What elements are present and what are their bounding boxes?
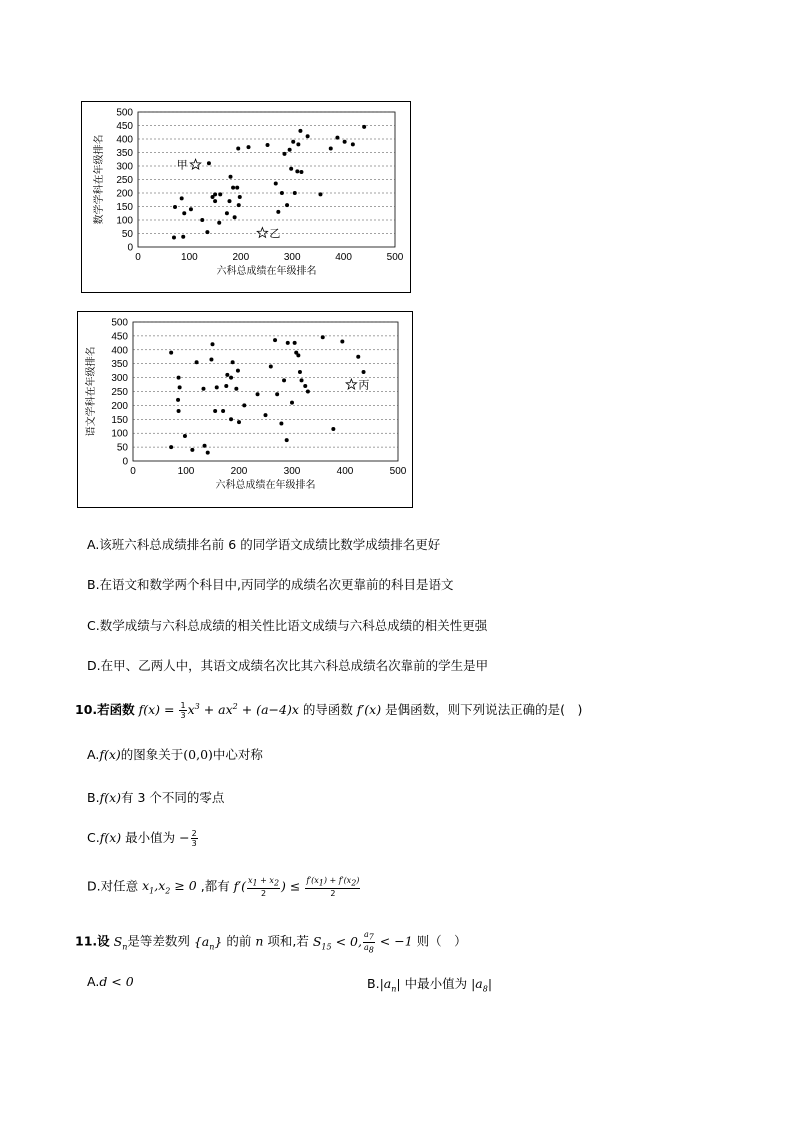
q11-stem bbox=[75, 930, 467, 954]
data-point bbox=[237, 203, 241, 207]
data-point bbox=[195, 360, 199, 364]
x-tick-label: 400 bbox=[336, 466, 354, 477]
data-point bbox=[362, 125, 366, 129]
q11-t3: 项和,若 bbox=[267, 933, 309, 949]
x-tick-label: 200 bbox=[232, 252, 250, 263]
data-point bbox=[211, 342, 215, 346]
data-point bbox=[173, 205, 177, 209]
data-point bbox=[206, 451, 210, 455]
chinese-rank-scatter-chart bbox=[77, 311, 413, 508]
q10-c-fraction: $\frac{2}{3}$ bbox=[191, 829, 197, 848]
data-point bbox=[180, 196, 184, 200]
data-point bbox=[178, 385, 182, 389]
data-point bbox=[213, 409, 217, 413]
data-point bbox=[340, 339, 344, 343]
data-point bbox=[213, 199, 217, 203]
data-point bbox=[229, 417, 233, 421]
q10-option-b bbox=[87, 788, 224, 806]
q9-option-c: C.数学成绩与六科总成绩的相关性比语文成绩与六科总成绩的相关性更强 bbox=[87, 618, 488, 633]
data-point bbox=[224, 384, 228, 388]
data-point bbox=[318, 192, 322, 196]
x-tick-label: 0 bbox=[130, 466, 136, 477]
q11-a-label: A. bbox=[87, 974, 100, 989]
q11-cond2: < −1 bbox=[375, 933, 417, 949]
data-point bbox=[229, 376, 233, 380]
y-tick-label: 350 bbox=[116, 148, 133, 159]
data-point bbox=[298, 370, 302, 374]
y-tick-label: 250 bbox=[116, 175, 133, 186]
x-tick-label: 400 bbox=[335, 252, 352, 263]
q10-option-a bbox=[87, 745, 263, 763]
x-axis-label: 六科总成绩在年级排名 bbox=[216, 266, 317, 277]
data-point bbox=[275, 392, 279, 396]
q10-fraction: $\frac{1}{3}$ bbox=[180, 701, 186, 720]
data-point bbox=[303, 384, 307, 388]
q10-c-fx: f(x) bbox=[99, 830, 126, 845]
q10-a-label: A. bbox=[87, 747, 100, 762]
q11-frac: $\frac{a_7}{a_8}$ bbox=[363, 930, 374, 955]
data-point bbox=[213, 192, 217, 196]
data-point bbox=[279, 421, 283, 425]
y-tick-label: 50 bbox=[121, 229, 133, 240]
q10-fprime: f′(x) bbox=[352, 702, 386, 717]
y-tick-label: 0 bbox=[122, 456, 128, 468]
data-point bbox=[176, 398, 180, 402]
q10-c-text: 最小值为 bbox=[125, 830, 176, 845]
data-point bbox=[289, 167, 293, 171]
data-point bbox=[205, 230, 209, 234]
q11-sn: $S_n$ bbox=[109, 933, 128, 952]
data-point bbox=[282, 152, 286, 156]
y-tick-label: 450 bbox=[116, 121, 133, 132]
x-tick-label: 0 bbox=[135, 252, 141, 263]
data-point bbox=[293, 191, 297, 195]
data-point bbox=[231, 186, 235, 190]
q10-b-label: B. bbox=[87, 790, 100, 805]
data-point bbox=[231, 360, 235, 364]
y-tick-label: 50 bbox=[116, 442, 128, 454]
data-point bbox=[264, 413, 268, 417]
q10-prefix: 10.若函数 bbox=[75, 702, 135, 717]
y-tick-label: 200 bbox=[116, 188, 133, 200]
x-tick-label: 100 bbox=[181, 252, 198, 263]
q11-b-a8: $|a_8|$ bbox=[467, 976, 493, 994]
data-point bbox=[290, 401, 294, 405]
data-point bbox=[285, 203, 289, 207]
q10-c-minus: − bbox=[175, 830, 190, 845]
q10-d-frac1: $\frac{x_1 + x_2}{2}$ bbox=[248, 876, 280, 898]
q10-stem bbox=[75, 700, 582, 720]
x-tick-label: 300 bbox=[283, 466, 301, 477]
q10-d-ineq: f′( bbox=[229, 878, 247, 894]
data-point bbox=[177, 376, 181, 380]
q10-option-c bbox=[87, 828, 199, 848]
data-point bbox=[189, 207, 193, 211]
data-point bbox=[343, 140, 347, 144]
y-tick-label: 150 bbox=[116, 202, 133, 213]
q10-b-text: 有 3 个不同的零点 bbox=[121, 790, 225, 805]
y-tick-label: 400 bbox=[111, 345, 128, 357]
data-point bbox=[242, 403, 246, 407]
data-point bbox=[296, 142, 300, 146]
data-point bbox=[274, 182, 278, 186]
data-point bbox=[236, 146, 240, 150]
q10-b-fx: f(x) bbox=[99, 790, 121, 805]
data-point bbox=[306, 390, 310, 394]
data-point bbox=[296, 353, 300, 357]
data-point bbox=[177, 409, 181, 413]
data-point bbox=[237, 420, 241, 424]
q11-t2: 的前 bbox=[226, 933, 252, 949]
q10-c-label: C. bbox=[87, 830, 100, 845]
data-point bbox=[225, 211, 229, 215]
q9-option-d: D.在甲、乙两人中，其语文成绩名次比其六科总成绩名次靠前的学生是甲 bbox=[87, 658, 489, 673]
q10-d-le: ) ≤ bbox=[281, 878, 305, 894]
q9-option-a: A.该班六科总成绩排名前 6 的同学语文成绩比数学成绩排名更好 bbox=[87, 537, 441, 552]
data-point bbox=[335, 136, 339, 140]
data-point bbox=[207, 161, 211, 165]
highlight-star-marker bbox=[257, 228, 267, 238]
data-point bbox=[234, 387, 238, 391]
data-point bbox=[200, 218, 204, 222]
x-tick-label: 200 bbox=[230, 466, 248, 477]
y-tick-label: 500 bbox=[116, 107, 133, 119]
data-point bbox=[276, 210, 280, 214]
data-point bbox=[181, 235, 185, 239]
data-point bbox=[190, 448, 194, 452]
data-point bbox=[285, 438, 289, 442]
data-point bbox=[306, 134, 310, 138]
data-point bbox=[331, 427, 335, 431]
q11-n: n bbox=[251, 933, 268, 949]
x-tick-label: 100 bbox=[177, 466, 195, 477]
q10-middle: 的导函数 bbox=[302, 702, 353, 717]
data-point bbox=[256, 392, 260, 396]
y-axis-label: 数学学科在年级排名 bbox=[94, 134, 105, 225]
data-point bbox=[293, 341, 297, 345]
data-point bbox=[266, 143, 270, 147]
data-point bbox=[295, 169, 299, 173]
data-point bbox=[221, 409, 225, 413]
data-point bbox=[238, 195, 242, 199]
q11-t4: 则（ ） bbox=[416, 933, 467, 949]
y-axis-label: 语文学科在年级排名 bbox=[86, 346, 97, 437]
q10-d-text: ,都有 bbox=[200, 878, 230, 894]
q10-a-fx: f(x) bbox=[99, 747, 121, 762]
y-tick-label: 100 bbox=[111, 428, 128, 440]
data-point bbox=[209, 358, 213, 362]
data-point bbox=[362, 370, 366, 374]
data-point bbox=[280, 191, 284, 195]
data-point bbox=[273, 338, 277, 342]
data-point bbox=[215, 385, 219, 389]
y-tick-label: 250 bbox=[111, 387, 128, 398]
math-rank-scatter-svg bbox=[82, 102, 410, 292]
data-point bbox=[298, 129, 302, 133]
y-tick-label: 150 bbox=[111, 414, 128, 426]
data-point bbox=[300, 378, 304, 382]
highlight-star-label: 乙 bbox=[269, 226, 281, 240]
q10-a-end: 中心对称 bbox=[212, 747, 263, 762]
data-point bbox=[169, 351, 173, 355]
data-point bbox=[169, 445, 173, 449]
data-point bbox=[183, 434, 187, 438]
q10-d-frac2: $\frac{f'(x_1) + f'(x_2)}{2}$ bbox=[306, 876, 360, 898]
q11-b-label: B. bbox=[367, 976, 380, 991]
chinese-rank-scatter-svg bbox=[78, 312, 412, 507]
highlight-star-label: 丙 bbox=[358, 378, 370, 392]
highlight-star-label: 甲 bbox=[176, 158, 188, 172]
x-tick-label: 500 bbox=[389, 466, 407, 477]
q11-b-text: 中最小值为 bbox=[404, 976, 468, 991]
y-tick-label: 200 bbox=[111, 400, 128, 412]
q11-option-b bbox=[367, 974, 492, 994]
data-point bbox=[321, 335, 325, 339]
y-tick-label: 350 bbox=[111, 359, 128, 371]
data-point bbox=[351, 142, 355, 146]
q10-d-vars: $x_1,x_2 \ge 0$ bbox=[138, 878, 201, 896]
y-tick-label: 450 bbox=[111, 331, 128, 343]
y-tick-label: 300 bbox=[111, 373, 128, 385]
math-rank-scatter-chart bbox=[81, 101, 411, 293]
y-tick-label: 500 bbox=[111, 317, 128, 329]
y-tick-label: 0 bbox=[127, 242, 133, 254]
data-point bbox=[282, 378, 286, 382]
data-point bbox=[218, 192, 222, 196]
q11-an: $\{a_n\}$ bbox=[189, 933, 227, 952]
data-point bbox=[299, 170, 303, 174]
highlight-star-marker bbox=[346, 379, 357, 389]
q11-t1: 是等差数列 bbox=[127, 933, 190, 949]
data-point bbox=[203, 444, 207, 448]
data-point bbox=[247, 145, 251, 149]
data-point bbox=[217, 221, 221, 225]
data-point bbox=[286, 341, 290, 345]
data-point bbox=[291, 140, 295, 144]
q10-expr: $x^3 + ax^2 + (a-4)x$ bbox=[187, 701, 303, 717]
y-tick-label: 400 bbox=[116, 134, 133, 146]
q10-suffix: 是偶函数，则下列说法正确的是( ) bbox=[385, 702, 583, 717]
data-point bbox=[269, 364, 273, 368]
x-tick-label: 500 bbox=[386, 252, 404, 263]
y-tick-label: 100 bbox=[116, 215, 133, 227]
data-point bbox=[225, 373, 229, 377]
x-axis-label: 六科总成绩在年级排名 bbox=[215, 480, 316, 491]
data-point bbox=[356, 355, 360, 359]
q10-option-d bbox=[87, 876, 361, 898]
data-point bbox=[288, 148, 292, 152]
q11-prefix: 11.设 bbox=[75, 933, 110, 949]
q10-d-label: D.对任意 bbox=[87, 878, 139, 894]
y-tick-label: 300 bbox=[116, 161, 133, 173]
data-point bbox=[329, 146, 333, 150]
data-point bbox=[236, 369, 240, 373]
q9-option-b: B.在语文和数学两个科目中,丙同学的成绩名次更靠前的科目是语文 bbox=[87, 577, 454, 592]
q11-cond: $S_{15} < 0$, bbox=[308, 933, 362, 952]
q11-option-a bbox=[87, 974, 134, 989]
data-point bbox=[227, 199, 231, 203]
data-point bbox=[201, 387, 205, 391]
q10-fx: f(x) = bbox=[134, 702, 179, 717]
data-point bbox=[182, 211, 186, 215]
q10-a-text: 的图象关于 bbox=[120, 747, 184, 762]
q11-a-expr: d < 0 bbox=[99, 974, 134, 989]
highlight-star-marker bbox=[190, 159, 201, 169]
x-tick-label: 300 bbox=[283, 252, 301, 263]
data-point bbox=[172, 236, 176, 240]
data-point bbox=[233, 215, 237, 219]
q11-b-abs: $|a_n|$ bbox=[379, 976, 405, 994]
data-point bbox=[229, 175, 233, 179]
data-point bbox=[235, 186, 239, 190]
q10-a-point: (0,0) bbox=[183, 747, 213, 762]
